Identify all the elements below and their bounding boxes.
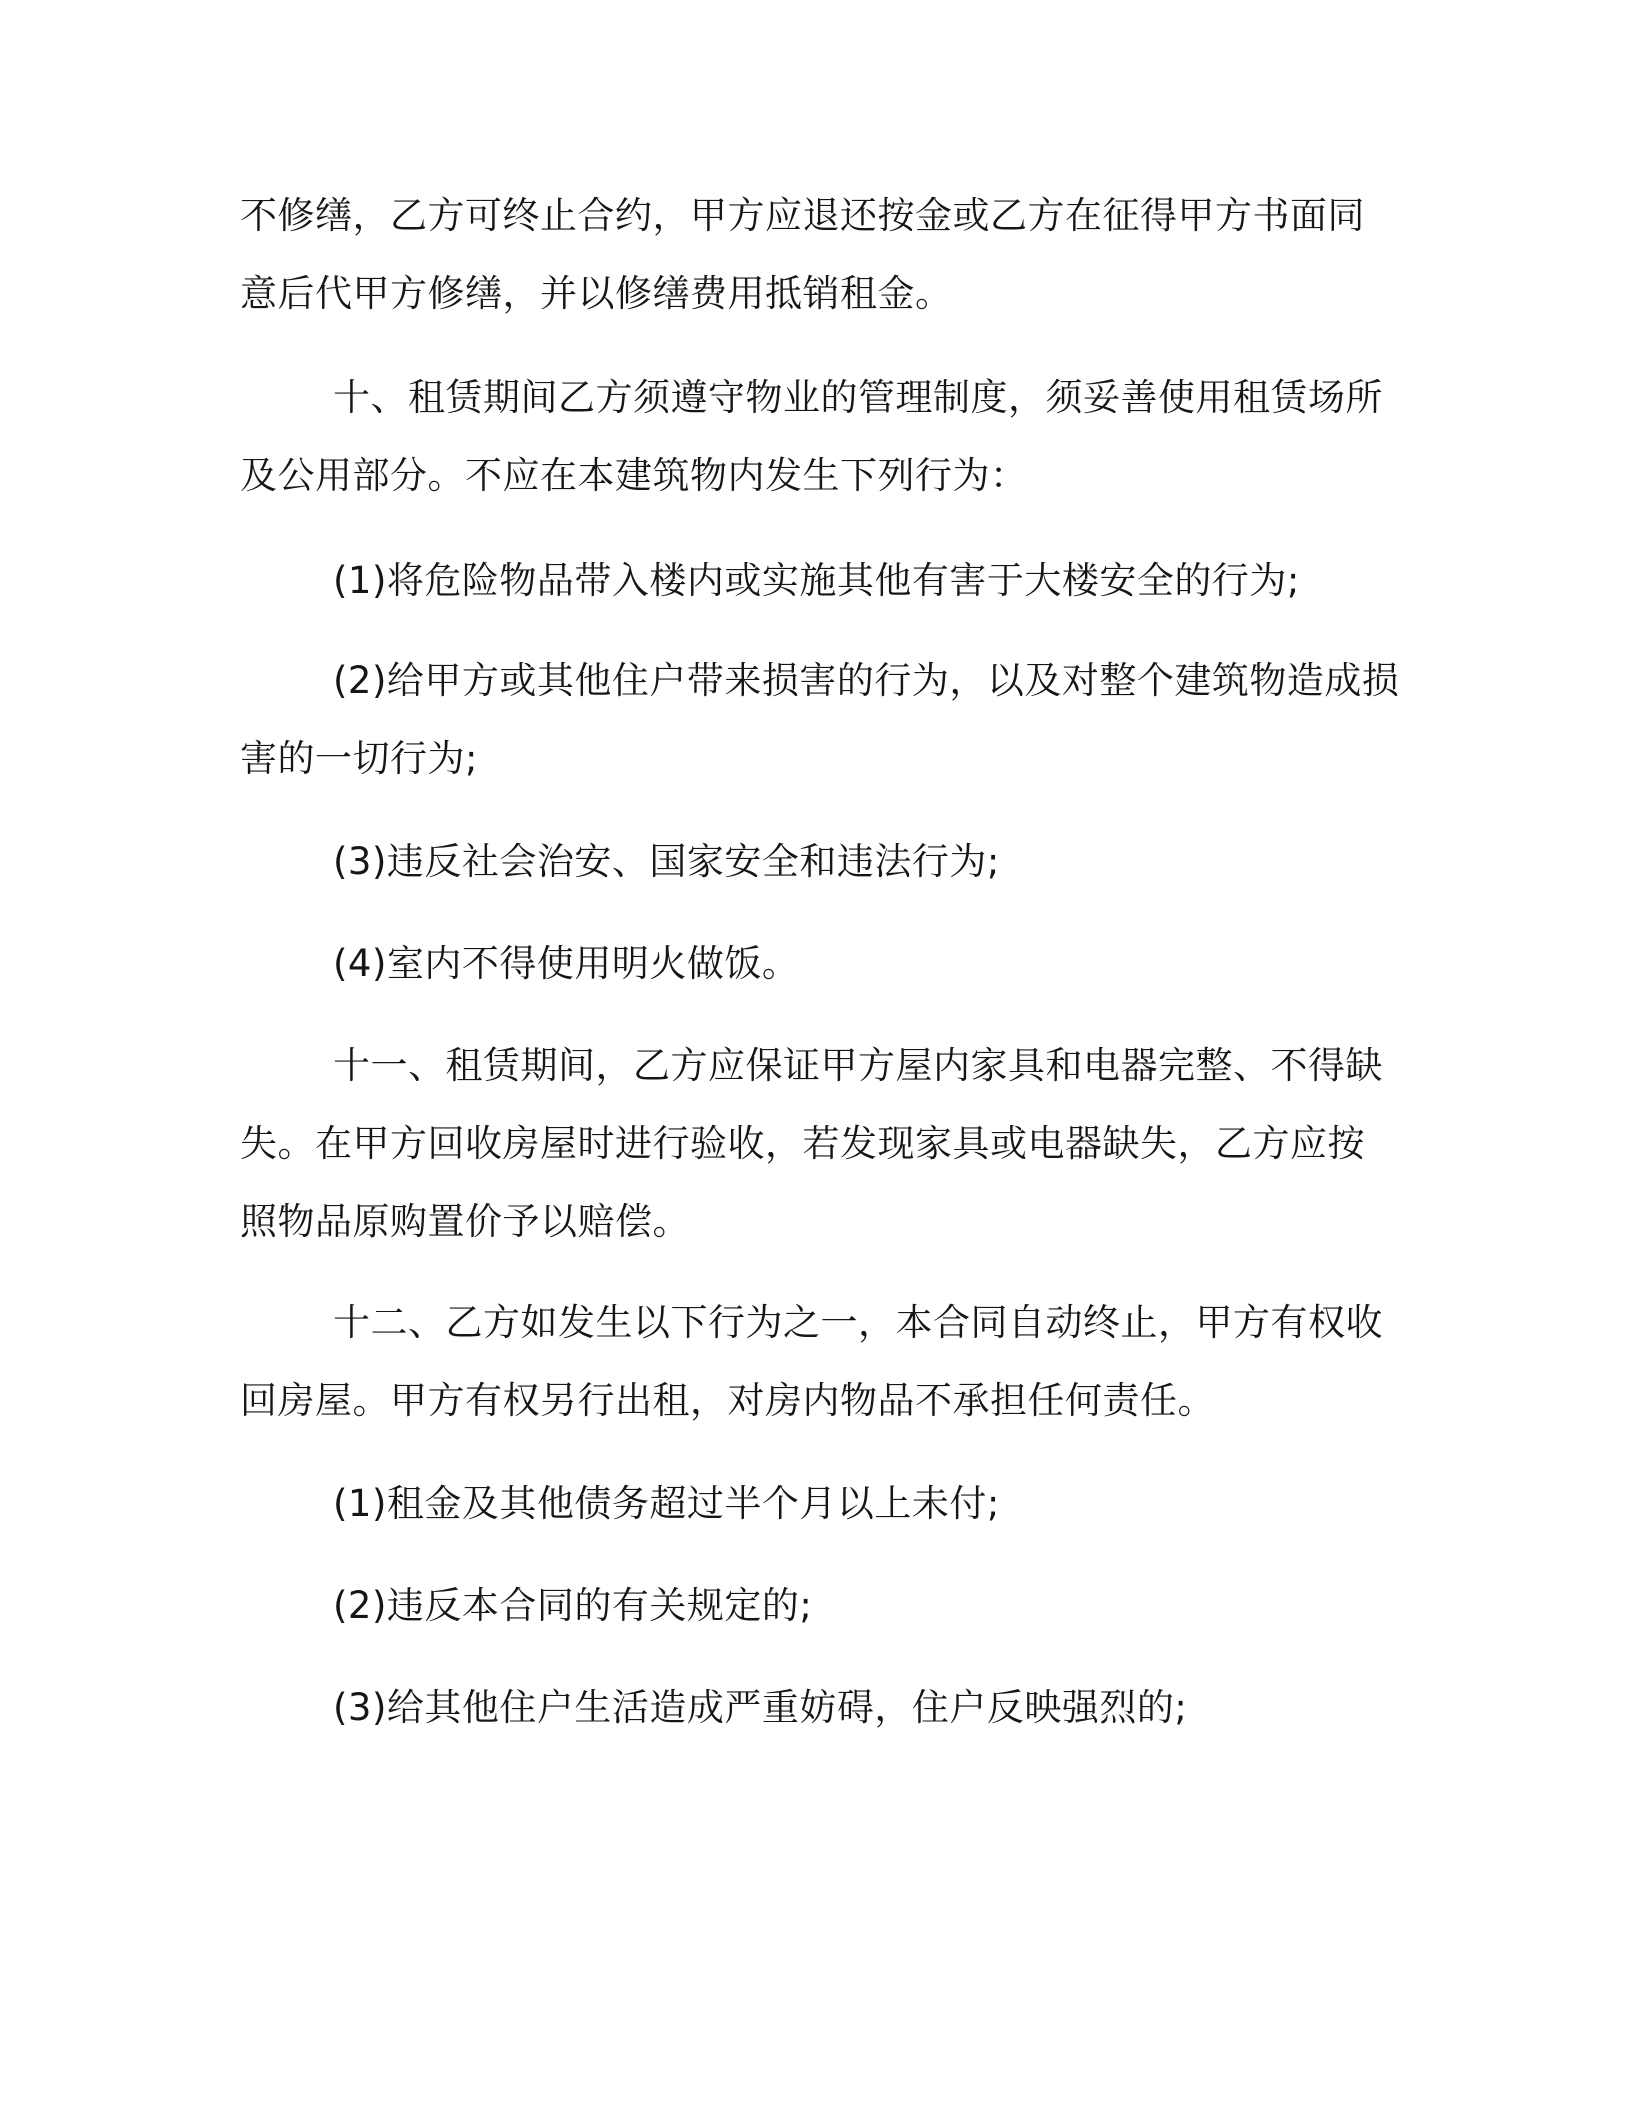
- list-item: (4)室内不得使用明火做饭。: [333, 942, 800, 985]
- clause-10-line: 十、租赁期间乙方须遵守物业的管理制度，须妥善使用租赁场所: [333, 376, 1383, 419]
- text-line: 照物品原购置价予以赔偿。: [240, 1200, 690, 1243]
- list-item: (3)给其他住户生活造成严重妨碍，住户反映强烈的;: [333, 1686, 1188, 1729]
- list-item: (2)违反本合同的有关规定的;: [333, 1584, 813, 1627]
- text-line: 回房屋。甲方有权另行出租，对房内物品不承担任何责任。: [240, 1379, 1215, 1422]
- list-item: (1)将危险物品带入楼内或实施其他有害于大楼安全的行为;: [333, 559, 1300, 602]
- list-item: (1)租金及其他债务超过半个月以上未付;: [333, 1482, 1000, 1525]
- text-line: 意后代甲方修缮，并以修缮费用抵销租金。: [240, 272, 953, 315]
- text-line: 不修缮，乙方可终止合约，甲方应退还按金或乙方在征得甲方书面同: [240, 194, 1365, 237]
- text-line: 害的一切行为;: [240, 737, 478, 780]
- list-item: (3)违反社会治安、国家安全和违法行为;: [333, 840, 1000, 883]
- list-item: (2)给甲方或其他住户带来损害的行为，以及对整个建筑物造成损: [333, 659, 1400, 702]
- clause-11-line: 十一、租赁期间，乙方应保证甲方屋内家具和电器完整、不得缺: [333, 1044, 1383, 1087]
- clause-12-line: 十二、乙方如发生以下行为之一，本合同自动终止，甲方有权收: [333, 1301, 1383, 1344]
- text-line: 及公用部分。不应在本建筑物内发生下列行为：: [240, 454, 1028, 497]
- text-line: 失。在甲方回收房屋时进行验收，若发现家具或电器缺失，乙方应按: [240, 1122, 1365, 1165]
